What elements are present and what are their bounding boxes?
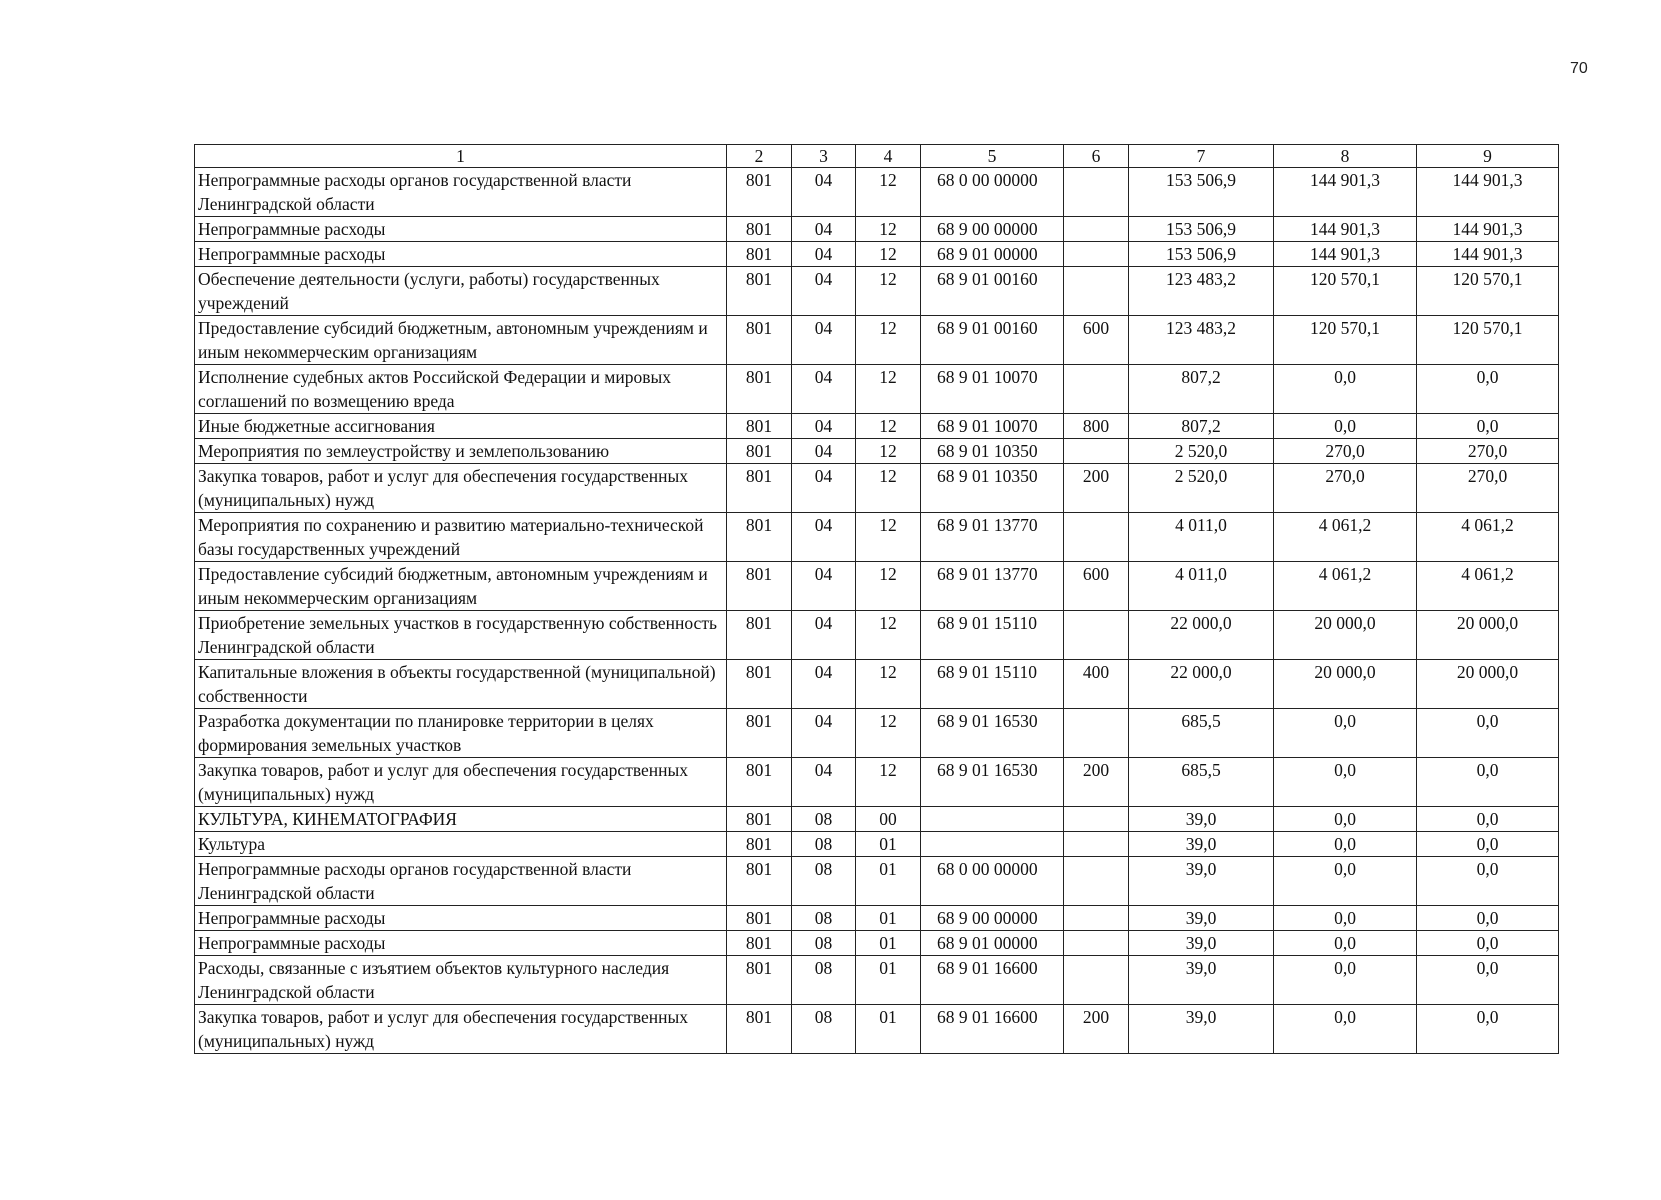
row-amount-col7-cell: 22 000,0 <box>1129 660 1274 709</box>
row-section-cell: 04 <box>792 562 856 611</box>
row-amount-col8-cell: 20 000,0 <box>1274 660 1417 709</box>
row-section-cell: 04 <box>792 439 856 464</box>
row-expense-type-cell <box>1064 267 1129 316</box>
table-header-row <box>195 145 1559 168</box>
row-section-cell: 08 <box>792 956 856 1005</box>
row-amount-col8-cell: 0,0 <box>1274 832 1417 857</box>
table-row <box>195 562 1559 611</box>
row-amount-col9-cell: 20 000,0 <box>1417 611 1559 660</box>
row-target-article-cell <box>921 807 1064 832</box>
row-amount-col8-cell: 0,0 <box>1274 709 1417 758</box>
row-admin-code-cell: 801 <box>727 857 792 906</box>
row-subsection-cell: 12 <box>856 758 921 807</box>
row-target-article-cell: 68 9 01 16600 <box>921 956 1064 1005</box>
row-expense-type-cell <box>1064 242 1129 267</box>
row-expense-type-cell <box>1064 365 1129 414</box>
row-amount-col9-cell: 120 570,1 <box>1417 267 1559 316</box>
row-target-article-cell: 68 9 00 00000 <box>921 217 1064 242</box>
row-admin-code-cell: 801 <box>727 807 792 832</box>
row-expense-type-cell <box>1064 956 1129 1005</box>
table-row <box>195 217 1559 242</box>
row-section-cell: 04 <box>792 168 856 217</box>
row-section-cell: 08 <box>792 1005 856 1054</box>
row-subsection-cell: 12 <box>856 267 921 316</box>
row-expense-type-cell: 600 <box>1064 316 1129 365</box>
row-expense-type-cell <box>1064 857 1129 906</box>
row-subsection-cell: 12 <box>856 168 921 217</box>
table-row <box>195 414 1559 439</box>
row-subsection-cell: 12 <box>856 217 921 242</box>
row-section-cell: 04 <box>792 414 856 439</box>
row-amount-col8-cell: 0,0 <box>1274 931 1417 956</box>
row-amount-col9-cell: 0,0 <box>1417 931 1559 956</box>
row-subsection-cell: 01 <box>856 931 921 956</box>
row-amount-col8-cell: 4 061,2 <box>1274 562 1417 611</box>
row-expense-type-cell <box>1064 807 1129 832</box>
row-name-cell: КУЛЬТУРА, КИНЕМАТОГРАФИЯ <box>195 807 727 832</box>
row-subsection-cell: 01 <box>856 1005 921 1054</box>
row-name-cell: Мероприятия по землеустройству и землепользованию <box>195 439 727 464</box>
row-amount-col7-cell: 123 483,2 <box>1129 267 1274 316</box>
table-row <box>195 906 1559 931</box>
row-subsection-cell: 12 <box>856 439 921 464</box>
row-subsection-cell: 12 <box>856 242 921 267</box>
row-amount-col7-cell: 39,0 <box>1129 906 1274 931</box>
row-admin-code-cell: 801 <box>727 242 792 267</box>
row-amount-col7-cell: 4 011,0 <box>1129 513 1274 562</box>
row-section-cell: 08 <box>792 807 856 832</box>
table-row <box>195 365 1559 414</box>
row-admin-code-cell: 801 <box>727 316 792 365</box>
row-section-cell: 04 <box>792 267 856 316</box>
table-row <box>195 242 1559 267</box>
row-amount-col7-cell: 39,0 <box>1129 956 1274 1005</box>
row-admin-code-cell: 801 <box>727 931 792 956</box>
row-target-article-cell: 68 9 01 00160 <box>921 267 1064 316</box>
row-expense-type-cell: 200 <box>1064 464 1129 513</box>
row-name-cell: Капитальные вложения в объекты государственной (муниципальной) собственности <box>195 660 727 709</box>
row-amount-col9-cell: 4 061,2 <box>1417 562 1559 611</box>
row-amount-col8-cell: 0,0 <box>1274 906 1417 931</box>
row-amount-col7-cell: 39,0 <box>1129 931 1274 956</box>
row-expense-type-cell <box>1064 217 1129 242</box>
row-name-cell: Предоставление субсидий бюджетным, автономным учреждениям и иным некоммерческим организациям <box>195 562 727 611</box>
table-row <box>195 807 1559 832</box>
row-subsection-cell: 12 <box>856 562 921 611</box>
row-subsection-cell: 01 <box>856 956 921 1005</box>
row-target-article-cell: 68 9 01 16530 <box>921 758 1064 807</box>
row-expense-type-cell <box>1064 832 1129 857</box>
row-target-article-cell: 68 9 00 00000 <box>921 906 1064 931</box>
row-section-cell: 04 <box>792 242 856 267</box>
row-amount-col8-cell: 120 570,1 <box>1274 316 1417 365</box>
row-target-article-cell: 68 9 01 15110 <box>921 611 1064 660</box>
row-subsection-cell: 12 <box>856 464 921 513</box>
row-amount-col7-cell: 807,2 <box>1129 414 1274 439</box>
row-amount-col8-cell: 4 061,2 <box>1274 513 1417 562</box>
row-subsection-cell: 12 <box>856 709 921 758</box>
header-cell-4: 4 <box>856 145 921 168</box>
row-amount-col8-cell: 0,0 <box>1274 956 1417 1005</box>
row-amount-col7-cell: 685,5 <box>1129 758 1274 807</box>
row-target-article-cell: 68 9 01 13770 <box>921 513 1064 562</box>
table-row <box>195 832 1559 857</box>
row-admin-code-cell: 801 <box>727 365 792 414</box>
header-cell-9: 9 <box>1417 145 1559 168</box>
row-admin-code-cell: 801 <box>727 660 792 709</box>
row-target-article-cell: 68 0 00 00000 <box>921 168 1064 217</box>
row-amount-col7-cell: 39,0 <box>1129 1005 1274 1054</box>
row-target-article-cell: 68 9 01 00000 <box>921 931 1064 956</box>
row-amount-col8-cell: 0,0 <box>1274 807 1417 832</box>
row-amount-col9-cell: 144 901,3 <box>1417 242 1559 267</box>
header-cell-6: 6 <box>1064 145 1129 168</box>
row-admin-code-cell: 801 <box>727 956 792 1005</box>
header-cell-8: 8 <box>1274 145 1417 168</box>
row-subsection-cell: 12 <box>856 316 921 365</box>
row-expense-type-cell <box>1064 168 1129 217</box>
row-amount-col9-cell: 0,0 <box>1417 832 1559 857</box>
row-subsection-cell: 12 <box>856 365 921 414</box>
row-amount-col9-cell: 120 570,1 <box>1417 316 1559 365</box>
row-amount-col9-cell: 270,0 <box>1417 464 1559 513</box>
row-amount-col9-cell: 144 901,3 <box>1417 217 1559 242</box>
header-cell-7: 7 <box>1129 145 1274 168</box>
row-target-article-cell: 68 9 01 15110 <box>921 660 1064 709</box>
row-admin-code-cell: 801 <box>727 611 792 660</box>
row-name-cell: Непрограммные расходы <box>195 931 727 956</box>
row-name-cell: Обеспечение деятельности (услуги, работы) государственных учреждений <box>195 267 727 316</box>
row-amount-col9-cell: 144 901,3 <box>1417 168 1559 217</box>
row-expense-type-cell <box>1064 931 1129 956</box>
row-name-cell: Исполнение судебных актов Российской Федерации и мировых соглашений по возмещению вреда <box>195 365 727 414</box>
row-amount-col7-cell: 685,5 <box>1129 709 1274 758</box>
row-target-article-cell: 68 9 01 10350 <box>921 439 1064 464</box>
table-row <box>195 758 1559 807</box>
row-expense-type-cell: 600 <box>1064 562 1129 611</box>
header-cell-3: 3 <box>792 145 856 168</box>
row-section-cell: 04 <box>792 611 856 660</box>
row-name-cell: Непрограммные расходы органов государственной власти Ленинградской области <box>195 857 727 906</box>
row-target-article-cell: 68 9 01 16600 <box>921 1005 1064 1054</box>
row-subsection-cell: 01 <box>856 832 921 857</box>
row-amount-col9-cell: 4 061,2 <box>1417 513 1559 562</box>
row-amount-col8-cell: 0,0 <box>1274 758 1417 807</box>
row-expense-type-cell <box>1064 439 1129 464</box>
row-admin-code-cell: 801 <box>727 267 792 316</box>
budget-table <box>194 144 1559 1054</box>
row-expense-type-cell: 200 <box>1064 758 1129 807</box>
row-amount-col7-cell: 153 506,9 <box>1129 168 1274 217</box>
row-admin-code-cell: 801 <box>727 832 792 857</box>
row-expense-type-cell <box>1064 611 1129 660</box>
row-admin-code-cell: 801 <box>727 439 792 464</box>
row-amount-col8-cell: 144 901,3 <box>1274 242 1417 267</box>
row-section-cell: 04 <box>792 513 856 562</box>
row-admin-code-cell: 801 <box>727 513 792 562</box>
row-section-cell: 04 <box>792 365 856 414</box>
row-amount-col7-cell: 39,0 <box>1129 807 1274 832</box>
table-body <box>195 145 1559 1054</box>
row-amount-col7-cell: 2 520,0 <box>1129 464 1274 513</box>
row-admin-code-cell: 801 <box>727 1005 792 1054</box>
row-section-cell: 08 <box>792 906 856 931</box>
row-amount-col8-cell: 0,0 <box>1274 857 1417 906</box>
row-name-cell: Разработка документации по планировке территории в целях формирования земельных участков <box>195 709 727 758</box>
row-amount-col7-cell: 39,0 <box>1129 857 1274 906</box>
table-row <box>195 931 1559 956</box>
table-row <box>195 464 1559 513</box>
row-subsection-cell: 12 <box>856 414 921 439</box>
row-name-cell: Непрограммные расходы <box>195 217 727 242</box>
table-row <box>195 660 1559 709</box>
row-admin-code-cell: 801 <box>727 562 792 611</box>
row-target-article-cell: 68 9 01 00160 <box>921 316 1064 365</box>
row-subsection-cell: 12 <box>856 611 921 660</box>
row-amount-col9-cell: 0,0 <box>1417 857 1559 906</box>
row-target-article-cell: 68 9 01 00000 <box>921 242 1064 267</box>
table-row <box>195 709 1559 758</box>
row-amount-col9-cell: 0,0 <box>1417 758 1559 807</box>
row-amount-col8-cell: 270,0 <box>1274 464 1417 513</box>
row-name-cell: Расходы, связанные с изъятием объектов культурного наследия Ленинградской области <box>195 956 727 1005</box>
row-expense-type-cell: 200 <box>1064 1005 1129 1054</box>
row-amount-col8-cell: 120 570,1 <box>1274 267 1417 316</box>
table-row <box>195 439 1559 464</box>
row-target-article-cell: 68 9 01 10350 <box>921 464 1064 513</box>
row-target-article-cell: 68 9 01 10070 <box>921 365 1064 414</box>
row-name-cell: Культура <box>195 832 727 857</box>
row-amount-col8-cell: 20 000,0 <box>1274 611 1417 660</box>
row-name-cell: Закупка товаров, работ и услуг для обеспечения государственных (муниципальных) нужд <box>195 464 727 513</box>
row-amount-col9-cell: 0,0 <box>1417 1005 1559 1054</box>
header-cell-2: 2 <box>727 145 792 168</box>
row-amount-col9-cell: 20 000,0 <box>1417 660 1559 709</box>
row-amount-col7-cell: 2 520,0 <box>1129 439 1274 464</box>
row-admin-code-cell: 801 <box>727 758 792 807</box>
row-admin-code-cell: 801 <box>727 168 792 217</box>
row-amount-col8-cell: 144 901,3 <box>1274 217 1417 242</box>
header-cell-5: 5 <box>921 145 1064 168</box>
row-name-cell: Предоставление субсидий бюджетным, автономным учреждениям и иным некоммерческим организациям <box>195 316 727 365</box>
row-amount-col9-cell: 0,0 <box>1417 906 1559 931</box>
row-name-cell: Непрограммные расходы органов государственной власти Ленинградской области <box>195 168 727 217</box>
row-amount-col7-cell: 153 506,9 <box>1129 217 1274 242</box>
row-section-cell: 04 <box>792 464 856 513</box>
row-subsection-cell: 12 <box>856 513 921 562</box>
row-section-cell: 04 <box>792 660 856 709</box>
budget-table-container <box>194 144 1523 1054</box>
row-amount-col7-cell: 153 506,9 <box>1129 242 1274 267</box>
row-subsection-cell: 00 <box>856 807 921 832</box>
row-amount-col8-cell: 0,0 <box>1274 365 1417 414</box>
row-expense-type-cell: 800 <box>1064 414 1129 439</box>
row-name-cell: Мероприятия по сохранению и развитию материально-технической базы государственных учреждений <box>195 513 727 562</box>
row-section-cell: 04 <box>792 758 856 807</box>
table-row <box>195 956 1559 1005</box>
table-row <box>195 513 1559 562</box>
row-amount-col8-cell: 0,0 <box>1274 414 1417 439</box>
table-row <box>195 168 1559 217</box>
table-row <box>195 316 1559 365</box>
row-section-cell: 04 <box>792 316 856 365</box>
row-target-article-cell: 68 9 01 10070 <box>921 414 1064 439</box>
header-cell-1: 1 <box>195 145 727 168</box>
row-amount-col9-cell: 0,0 <box>1417 414 1559 439</box>
page-number: 70 <box>1570 60 1588 77</box>
row-expense-type-cell: 400 <box>1064 660 1129 709</box>
row-expense-type-cell <box>1064 513 1129 562</box>
row-amount-col8-cell: 144 901,3 <box>1274 168 1417 217</box>
row-name-cell: Иные бюджетные ассигнования <box>195 414 727 439</box>
row-target-article-cell: 68 9 01 13770 <box>921 562 1064 611</box>
row-amount-col9-cell: 0,0 <box>1417 956 1559 1005</box>
row-target-article-cell: 68 9 01 16530 <box>921 709 1064 758</box>
row-section-cell: 04 <box>792 217 856 242</box>
row-amount-col7-cell: 39,0 <box>1129 832 1274 857</box>
row-name-cell: Закупка товаров, работ и услуг для обеспечения государственных (муниципальных) нужд <box>195 758 727 807</box>
row-amount-col8-cell: 0,0 <box>1274 1005 1417 1054</box>
table-row <box>195 267 1559 316</box>
row-admin-code-cell: 801 <box>727 217 792 242</box>
row-expense-type-cell <box>1064 709 1129 758</box>
row-name-cell: Приобретение земельных участков в государственную собственность Ленинградской области <box>195 611 727 660</box>
row-amount-col9-cell: 0,0 <box>1417 709 1559 758</box>
row-name-cell: Непрограммные расходы <box>195 242 727 267</box>
row-section-cell: 08 <box>792 832 856 857</box>
row-admin-code-cell: 801 <box>727 906 792 931</box>
table-row <box>195 611 1559 660</box>
row-admin-code-cell: 801 <box>727 709 792 758</box>
row-amount-col9-cell: 0,0 <box>1417 365 1559 414</box>
table-row <box>195 857 1559 906</box>
row-admin-code-cell: 801 <box>727 414 792 439</box>
row-amount-col7-cell: 123 483,2 <box>1129 316 1274 365</box>
row-name-cell: Непрограммные расходы <box>195 906 727 931</box>
row-section-cell: 08 <box>792 931 856 956</box>
row-subsection-cell: 12 <box>856 660 921 709</box>
row-name-cell: Закупка товаров, работ и услуг для обеспечения государственных (муниципальных) нужд <box>195 1005 727 1054</box>
row-expense-type-cell <box>1064 906 1129 931</box>
row-amount-col7-cell: 22 000,0 <box>1129 611 1274 660</box>
row-amount-col9-cell: 270,0 <box>1417 439 1559 464</box>
row-section-cell: 04 <box>792 709 856 758</box>
row-subsection-cell: 01 <box>856 857 921 906</box>
table-row <box>195 1005 1559 1054</box>
row-subsection-cell: 01 <box>856 906 921 931</box>
row-amount-col7-cell: 4 011,0 <box>1129 562 1274 611</box>
row-target-article-cell: 68 0 00 00000 <box>921 857 1064 906</box>
row-target-article-cell <box>921 832 1064 857</box>
row-section-cell: 08 <box>792 857 856 906</box>
row-amount-col7-cell: 807,2 <box>1129 365 1274 414</box>
row-amount-col8-cell: 270,0 <box>1274 439 1417 464</box>
row-amount-col9-cell: 0,0 <box>1417 807 1559 832</box>
row-admin-code-cell: 801 <box>727 464 792 513</box>
